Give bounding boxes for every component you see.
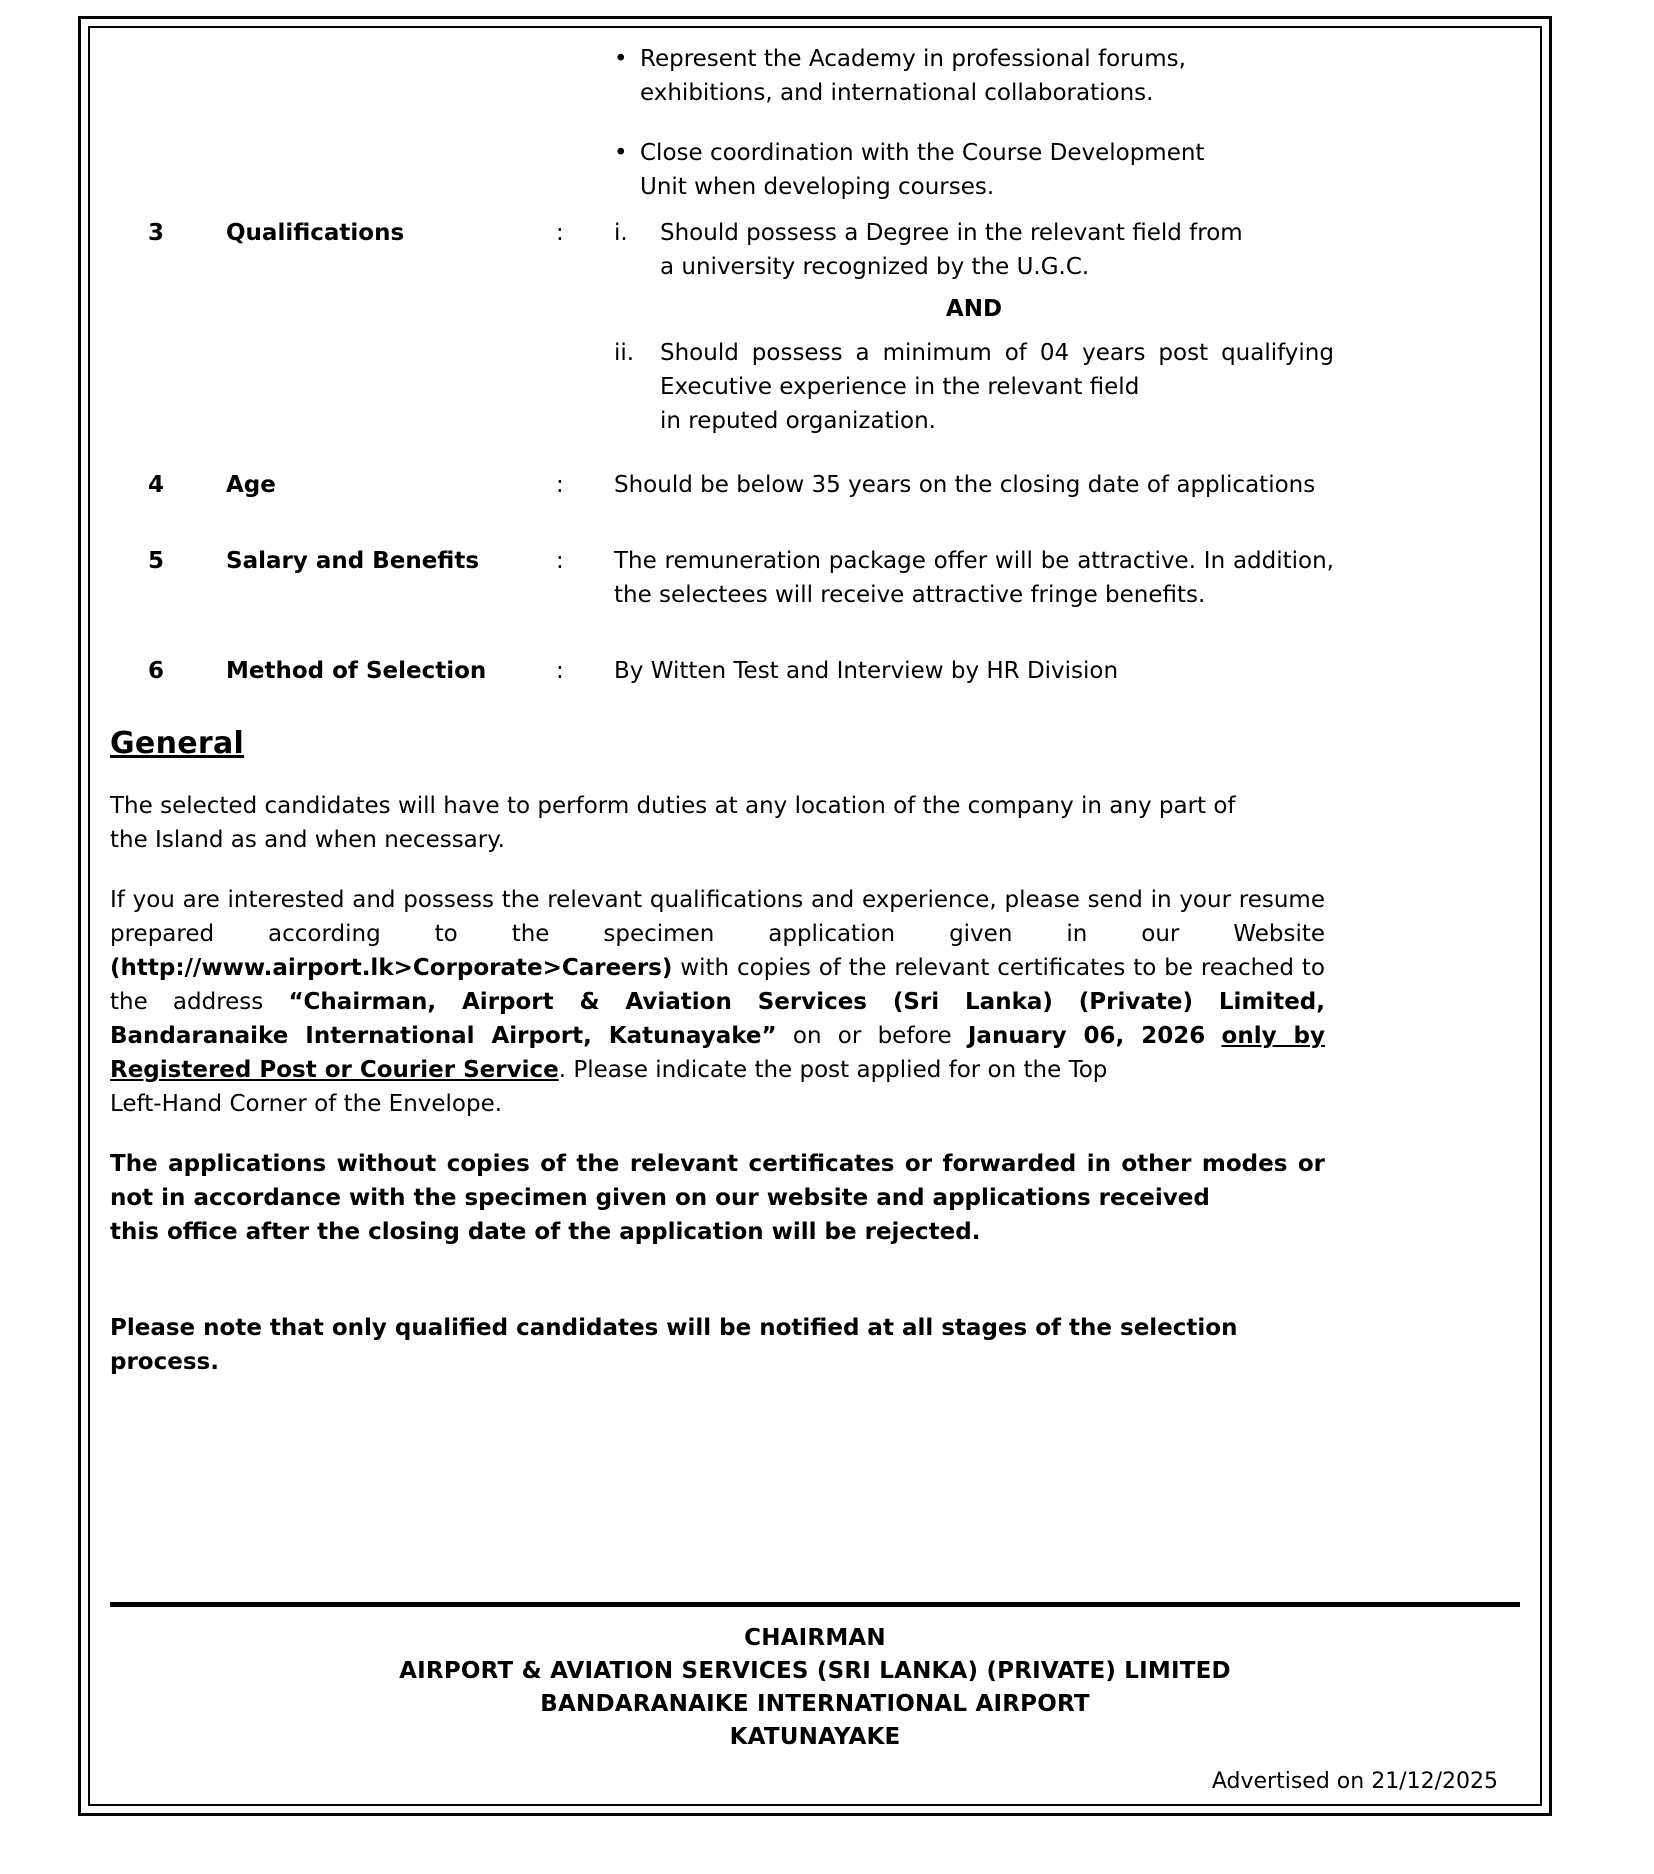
roman-text bbox=[660, 336, 1334, 438]
roman-marker: ii. bbox=[614, 340, 635, 366]
table-row bbox=[148, 216, 1334, 438]
paragraph-body: Please note that only qualified candidates will be notified at all stages of the selection bbox=[110, 1315, 1238, 1341]
row-number: 3 bbox=[148, 220, 165, 246]
row-value-body: The remuneration package offer will be attractive. In addition, the selectees will receive attractive bbox=[614, 548, 1334, 608]
general-paragraph-4 bbox=[110, 1311, 1325, 1379]
footer-divider bbox=[110, 1602, 1520, 1607]
paragraph-last-line: Left-Hand Corner of the Envelope. bbox=[110, 1091, 503, 1117]
footer-line-airport: BANDARANAIKE INTERNATIONAL AIRPORT bbox=[540, 1691, 1090, 1717]
bullet-text-last-line: exhibitions, and international collaborations. bbox=[640, 80, 1154, 106]
general-paragraph-1 bbox=[110, 789, 1325, 857]
roman-text bbox=[660, 216, 1334, 284]
row-value-last-line: fringe benefits. bbox=[1030, 582, 1206, 608]
roman-text-body: Should possess a minimum of 04 years post qualifying Executive experience in the relevant field bbox=[660, 340, 1334, 400]
table-row bbox=[148, 544, 1334, 612]
paragraph-last-line: this office after the closing date of the application will be rejected. bbox=[110, 1219, 981, 1245]
row-colon: : bbox=[556, 220, 564, 246]
general-paragraph-2 bbox=[110, 883, 1325, 1121]
responsibilities-list bbox=[610, 42, 1270, 204]
list-item bbox=[614, 216, 1334, 284]
general-section bbox=[110, 726, 1325, 1405]
row-colon: : bbox=[556, 658, 564, 684]
closing-date: January 06, 2026 bbox=[967, 1023, 1206, 1049]
row-value bbox=[614, 216, 1334, 438]
general-heading: General bbox=[110, 726, 245, 761]
row-number: 6 bbox=[148, 658, 165, 684]
paragraph-last-line: process. bbox=[110, 1349, 219, 1375]
apply-instructions-before: on or before bbox=[776, 1023, 968, 1049]
bullet-text: Close coordination with the Course Development bbox=[640, 140, 1205, 166]
footer-line-city: KATUNAYAKE bbox=[729, 1724, 901, 1750]
row-value-body: Should be below 35 years on the closing date of bbox=[614, 472, 1170, 498]
details-table bbox=[110, 216, 1334, 696]
paragraph-last-line: the Island as and when necessary. bbox=[110, 827, 505, 853]
paragraph-body: The selected candidates will have to perform duties at any location of the company in any part of bbox=[110, 793, 1236, 819]
list-item bbox=[610, 136, 1270, 204]
bullet-text-last-line: Unit when developing courses. bbox=[640, 174, 995, 200]
footer-line-chairman: CHAIRMAN bbox=[744, 1625, 886, 1651]
row-label: Method of Selection bbox=[226, 658, 487, 684]
roman-text-last-line: a university recognized by the U.G.C. bbox=[660, 254, 1090, 280]
row-number: 5 bbox=[148, 548, 165, 574]
apply-instructions-tail: . Please indicate the post applied for on the Top bbox=[558, 1057, 1108, 1083]
row-value bbox=[614, 468, 1334, 502]
apply-instructions-gap bbox=[1205, 1023, 1221, 1049]
website-url: (http://www.airport.lk>Corporate>Careers) bbox=[110, 955, 673, 981]
bullet-text: Represent the Academy in professional forums, bbox=[640, 46, 1186, 72]
footer-line-company: AIRPORT & AVIATION SERVICES (SRI LANKA) (PRIVATE) LIMITED bbox=[399, 1658, 1231, 1684]
roman-text-last-line: in reputed organization. bbox=[660, 408, 936, 434]
delivery-mode: only by Registered Post or Courier Service bbox=[110, 1023, 1325, 1083]
qualifications-list bbox=[614, 216, 1334, 284]
row-value bbox=[614, 544, 1334, 612]
general-paragraph-3 bbox=[110, 1147, 1325, 1249]
row-label: Qualifications bbox=[226, 220, 405, 246]
table-row bbox=[148, 468, 1334, 502]
table-row bbox=[148, 654, 1334, 688]
row-colon: : bbox=[556, 548, 564, 574]
row-label: Salary and Benefits bbox=[226, 548, 480, 574]
roman-marker: i. bbox=[614, 220, 628, 246]
qualifications-list-2 bbox=[614, 336, 1334, 438]
row-value bbox=[614, 654, 1334, 688]
advertised-date: Advertised on 21/12/2025 bbox=[1211, 1769, 1498, 1794]
footer-signature-block bbox=[110, 1622, 1520, 1754]
roman-text-body: Should possess a Degree in the relevant field from bbox=[660, 220, 1243, 246]
list-item bbox=[610, 42, 1270, 110]
page-content bbox=[110, 26, 1520, 1806]
apply-instructions-mid: with copies of the relevant certificates to be reached to the address bbox=[110, 955, 1325, 1015]
row-value-last-line: By Witten Test and Interview by HR Division bbox=[614, 658, 1119, 684]
list-item bbox=[614, 336, 1334, 438]
row-label: Age bbox=[226, 472, 276, 498]
apply-instructions-intro: If you are interested and possess the relevant qualifications and experience, please send in your resume prepared according to the specimen application given in our Website bbox=[110, 887, 1325, 947]
row-number: 4 bbox=[148, 472, 165, 498]
paragraph-spacer bbox=[110, 1275, 1325, 1311]
postal-address: “Chairman, Airport & Aviation Services (Sri Lanka) (Private) Limited, Bandaranaike International Airport, Katunayake” bbox=[110, 989, 1326, 1049]
conjunction-and: AND bbox=[945, 296, 1003, 322]
paragraph-body: The applications without copies of the relevant certificates or forwarded in other modes or not in accordance with the specimen given on our website and applications received bbox=[110, 1151, 1325, 1211]
row-value-last-line: applications bbox=[1176, 472, 1316, 498]
row-colon: : bbox=[556, 472, 564, 498]
